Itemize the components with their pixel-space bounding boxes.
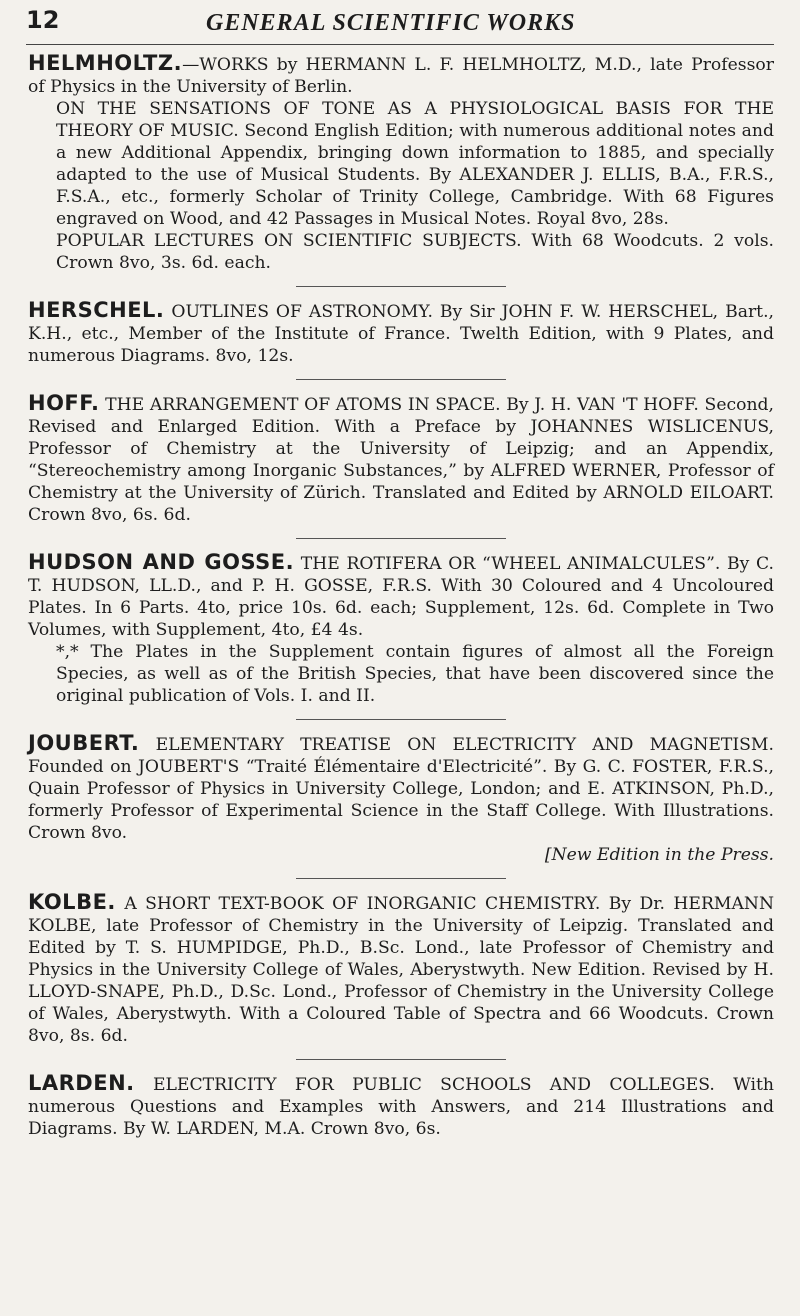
entry-hoff bbox=[28, 392, 774, 526]
entry-heading: HOFF. bbox=[28, 391, 100, 415]
separator-rule bbox=[296, 1059, 506, 1060]
entry-paragraph bbox=[28, 551, 774, 641]
entry-paragraph bbox=[28, 52, 774, 98]
separator-rule bbox=[296, 286, 506, 287]
entry-helmholtz bbox=[28, 52, 774, 274]
entry-paragraph bbox=[28, 732, 774, 844]
entry-heading: HELMHOLTZ. bbox=[28, 51, 183, 75]
entry-heading: JOUBERT. bbox=[28, 731, 140, 755]
entry-text: OUTLINES OF ASTRONOMY. By Sir JOHN F. W. HERSCHEL, Bart., K.H., etc., Member of the Institute of France. Twelth Edition, with 9 Plates, and numerous Diagrams. 8vo, 12s. bbox=[28, 302, 774, 366]
running-head bbox=[26, 4, 774, 45]
entry-text: THE ARRANGEMENT OF ATOMS IN SPACE. By J. H. VAN 'T HOFF. Second, Revised and Enlarged Edition. With a Preface by JOHANNES WISLICENUS, Professor of Chemistry at the University of Leipzig; and an Appendix, “Stereochemistry among Inorganic Substances,” by ALFRED WERNER, Professor of Chemistry at the University of Zürich. Translated and Edited by ARNOLD EILOART. Crown 8vo, 6s. 6d. bbox=[28, 395, 774, 525]
entry-paragraph: POPULAR LECTURES ON SCIENTIFIC SUBJECTS. With 68 Woodcuts. 2 vols. Crown 8vo, 3s. 6d. each. bbox=[56, 231, 774, 273]
entry-note: *,* The Plates in the Supplement contain figures of almost all the Foreign Species, as well as of the British Species, that have been discovered since the original publication of Vols. I. and II. bbox=[56, 642, 774, 706]
separator-rule bbox=[296, 379, 506, 380]
entry-text: A SHORT TEXT-BOOK OF INORGANIC CHEMISTRY. By Dr. HERMANN KOLBE, late Professor of Chemistry in the University of Leipzig. Translated and Edited by T. S. HUMPIDGE, Ph.D., B.Sc. Lond., late Professor of Chemistry and Physics in the University College of Wales, Aberystwyth. New Edition. Revised by H. LLOYD-SNAPE, Ph.D., D.Sc. Lond., Professor of Chemistry in the University College of Wales, Aberystwyth. With a Coloured Table of Spectra and 66 Woodcuts. Crown 8vo, 8s. 6d. bbox=[28, 894, 774, 1046]
entry-paragraph bbox=[28, 891, 774, 1047]
entry-kolbe bbox=[28, 891, 774, 1047]
entry-heading: HERSCHEL. bbox=[28, 298, 165, 322]
separator-rule bbox=[296, 719, 506, 720]
entry-text: ELEMENTARY TREATISE ON ELECTRICITY AND MAGNETISM. Founded on JOUBERT'S “Traité Élémentaire d'Electricité”. By G. C. FOSTER, F.R.S., Quain Professor of Physics in University College, London; and E. ATKINSON, Ph.D., formerly Professor of Experimental Science in the Staff College. With Illustrations. Crown 8vo. bbox=[28, 735, 774, 843]
edition-note: [New Edition in the Press. bbox=[544, 845, 774, 865]
separator-rule bbox=[296, 878, 506, 879]
entry-text: —WORKS by HERMANN L. F. HELMHOLTZ, M.D., late Professor of Physics in the University of Berlin. bbox=[28, 55, 774, 97]
catalogue-entries bbox=[28, 52, 774, 1140]
entry-joubert bbox=[28, 732, 774, 866]
entry-heading: LARDEN. bbox=[28, 1071, 135, 1095]
entry-text: ELECTRICITY FOR PUBLIC SCHOOLS AND COLLEGES. With numerous Questions and Examples with Answers, and 214 Illustrations and Diagrams. By W. LARDEN, M.A. Crown 8vo, 6s. bbox=[28, 1075, 774, 1139]
entry-paragraph bbox=[28, 1072, 774, 1140]
entry-paragraph: ON THE SENSATIONS OF TONE AS A PHYSIOLOGICAL BASIS FOR THE THEORY OF MUSIC. Second English Edition; with numerous additional notes and a new Additional Appendix, bringing down information to 1885, and specially adapted to the use of Musical Students. By ALEXANDER J. ELLIS, B.A., F.R.S., F.S.A., etc., formerly Scholar of Trinity College, Cambridge. With 68 Figures engraved on Wood, and 42 Passages in Musical Notes. Royal 8vo, 28s. bbox=[56, 99, 774, 229]
running-title: GENERAL SCIENTIFIC WORKS bbox=[206, 10, 576, 36]
separator-rule bbox=[296, 538, 506, 539]
entry-text: THE ROTIFERA OR “WHEEL ANIMALCULES”. By C. T. HUDSON, LL.D., and P. H. GOSSE, F.R.S. With 30 Coloured and 4 Uncoloured Plates. In 6 Parts. 4to, price 10s. 6d. each; Supplement, 12s. 6d. Complete in Two Volumes, with Supplement, 4to, £4 4s. bbox=[28, 554, 774, 640]
entry-larden bbox=[28, 1072, 774, 1140]
entry-heading: HUDSON AND GOSSE. bbox=[28, 550, 295, 574]
page-number: 12 bbox=[26, 6, 60, 34]
entry-paragraph bbox=[28, 392, 774, 526]
entry-hudson-gosse bbox=[28, 551, 774, 707]
entry-heading: KOLBE. bbox=[28, 890, 116, 914]
entry-paragraph bbox=[28, 299, 774, 367]
entry-herschel bbox=[28, 299, 774, 367]
